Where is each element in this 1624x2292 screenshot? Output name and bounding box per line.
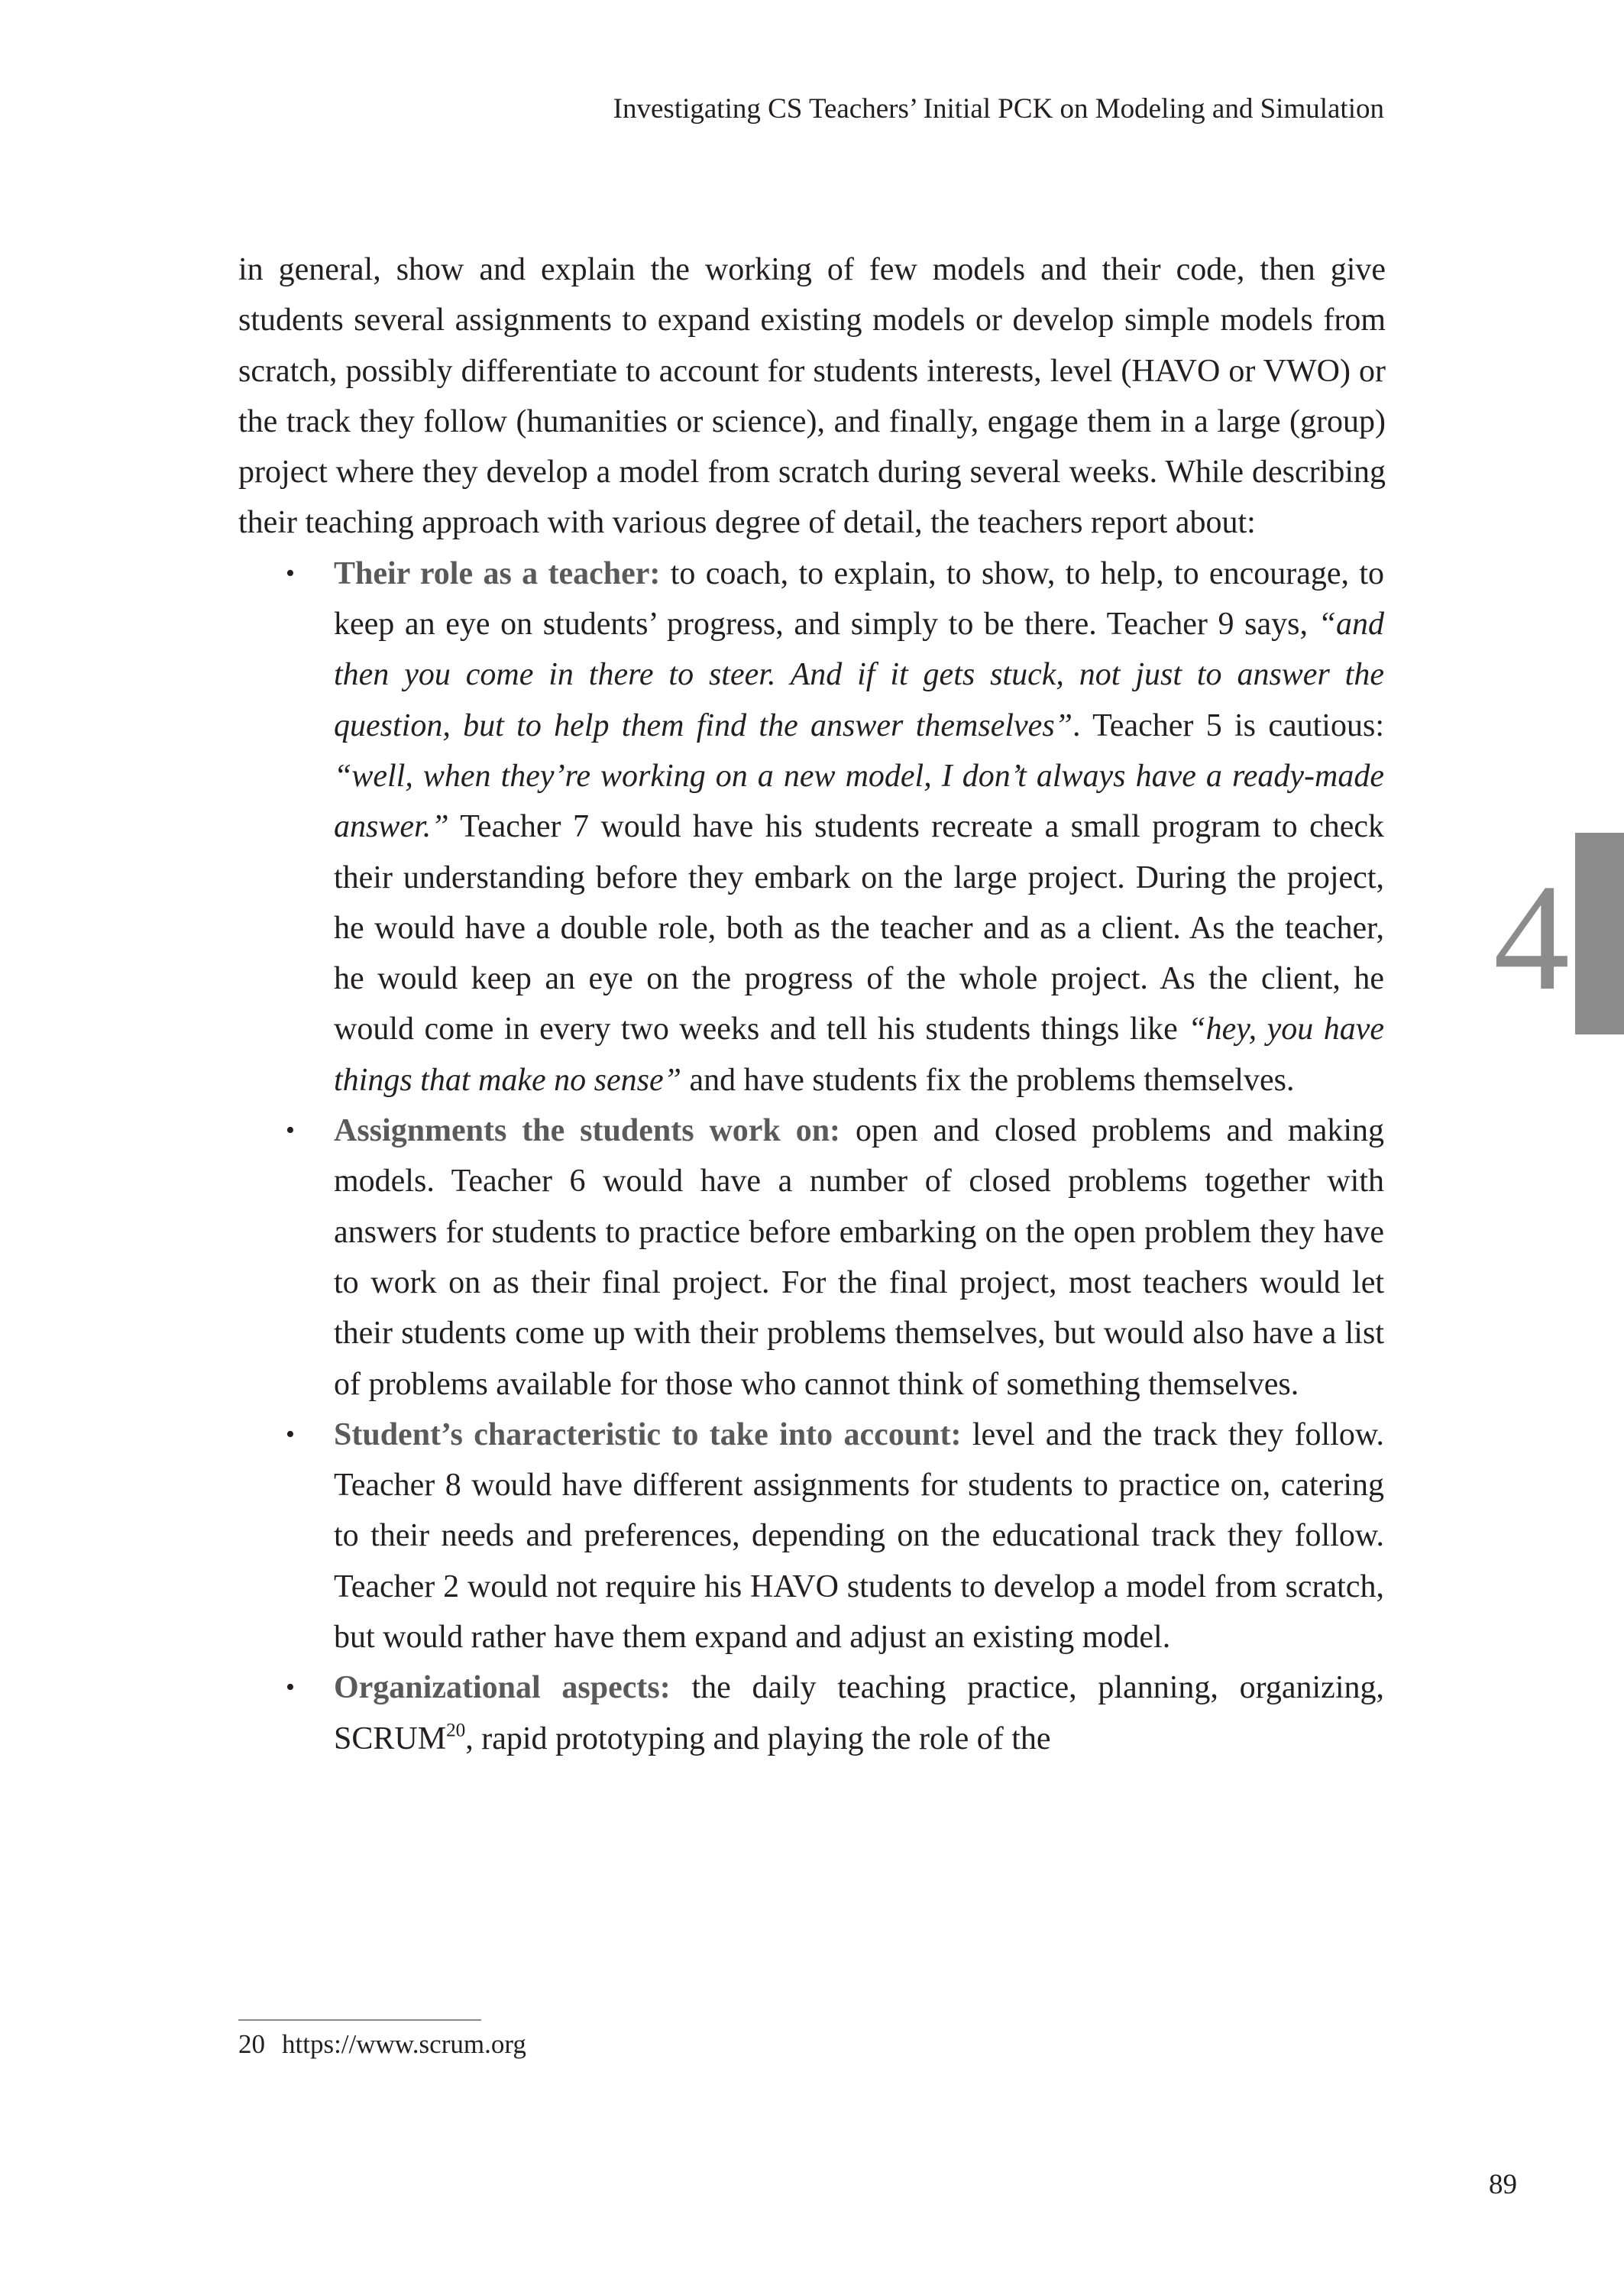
list-item-teacher-role [286,549,1385,1106]
quote-teacher-5: “well, when they’re working on a new model, I don’t always have a ready-made answer.” [334,758,1384,845]
list-item-assignments [286,1106,1385,1410]
page-number: 89 [1489,2169,1517,2200]
list-item-organizational [286,1662,1384,1764]
quote-teacher-7: “hey, you have things that make no sense” [334,1012,1385,1098]
bullet-list [286,549,1385,1764]
list-item-text: open and closed problems and making models. Teacher 6 would have a number of closed problems together with answers for students to practice before embarking on the open problem they have to work on as their final project. For the final project, most teachers would let their students come up with their problems themselves, but would also have a list of problems available for those who cannot think of something themselves. [334,1113,1385,1402]
list-item-text: to coach, to explain, to show, to help, to encourage, to keep an eye on students’ progress, and simply to be there. Teacher 9 says, [334,555,1384,643]
bullet-icon: • [286,558,295,588]
quote-teacher-9: “and then you come in there to steer. And if it gets stuck, not just to answer the question, but to help them find the answer themselves” [334,607,1384,743]
intro-paragraph: in general, show and explain the working of few models and their code, then give students several assignments to expand existing models or develop simple models from scratch, possibly differentiate to account for students interests, level (HAVO or VWO) or the track they follow (humanities or science), and finally, engage them in a large (group) project where they develop a model from scratch during several weeks. While describing their teaching approach with various degree of detail, the teachers report about: [238,252,1386,541]
list-item-term: Student’s characteristic to take into account: [334,1416,962,1452]
footnote-number: 20 [238,2029,265,2059]
list-item-text: the daily teaching practice, planning, organizing, SCRUM [334,1670,1384,1756]
footnote-reference[interactable]: 20 [446,1720,466,1741]
list-item-text: , rapid prototyping and playing the role of the [465,1721,1051,1756]
list-item-text: Teacher 7 would have his students recreate a small program to check their understanding before they embark on the large project. During the project, he would have a double role, both as the teacher and as a client. As the teacher, he would keep an eye on the progress of the whole project. As the client, he would come in every two weeks and tell his students things like [334,809,1384,1047]
body-text [238,244,1386,1764]
list-item-text: level and the track they follow. Teacher 8 would have different assignments for students to practice on, catering to their needs and preferences, depending on the educational track they follow. Teacher 2 would not require his HAVO students to develop a model from scratch, but would rather have them expand and adjust an existing model. [334,1416,1384,1656]
running-header: Investigating CS Teachers’ Initial PCK on Modeling and Simulation [613,93,1384,125]
bullet-icon: • [286,1116,295,1145]
list-item-term: Assignments the students work on: [334,1113,841,1149]
chapter-tab [1575,833,1624,1034]
list-item-text: and have students fix the problems themselves. [681,1062,1295,1098]
footnote [238,2025,526,2064]
list-item-text: . Teacher 5 is cautious: [1072,707,1384,743]
list-item-term: Organizational aspects: [334,1670,671,1706]
footnote-link[interactable]: https://www.scrum.org [282,2029,526,2059]
chapter-number: 4 [1493,853,1570,1022]
list-item-student-characteristic [286,1410,1384,1662]
list-item-term: Their role as a teacher: [334,555,661,591]
footnote-divider [238,2019,481,2021]
bullet-icon: • [286,1420,295,1449]
bullet-icon: • [286,1673,295,1702]
